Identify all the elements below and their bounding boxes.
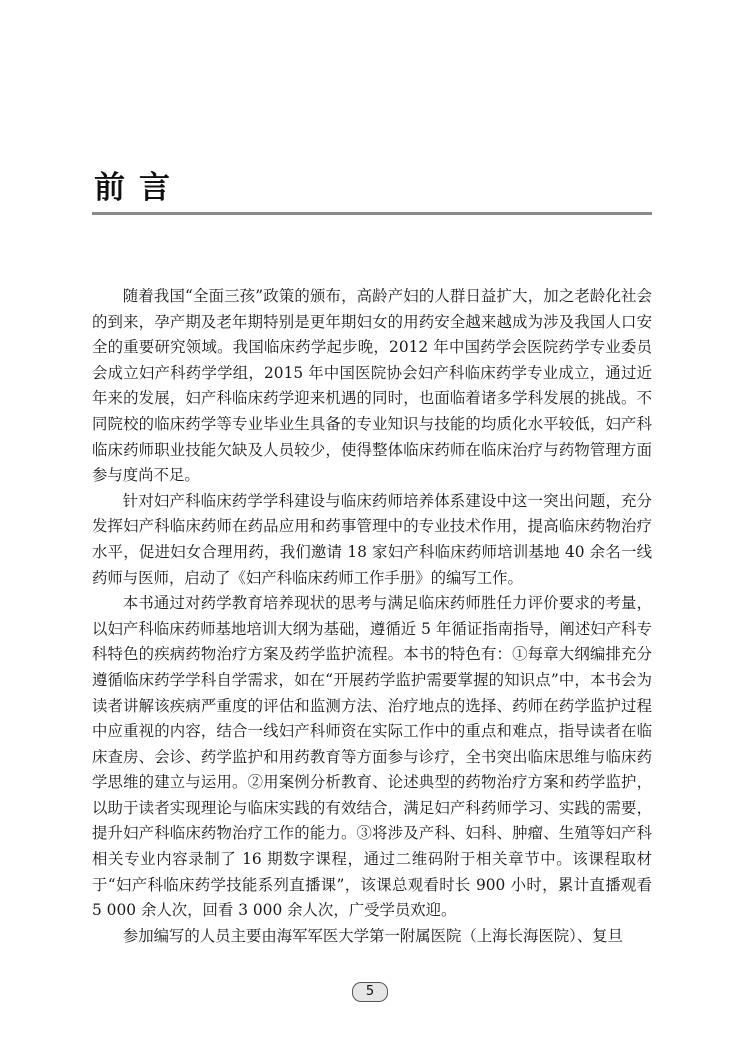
title-underline (92, 212, 652, 215)
paragraph-2: 针对妇产科临床药学学科建设与临床药师培养体系建设中这一突出问题，充分发挥妇产科临床药师在药品应用和药事管理中的专业技术作用，提高临床药物治疗水平，促进妇女合理用药，我们邀请 18 家妇产科临床药师培训基地 40 余名一线药师与医师，启动了《妇产科临床药师工作手册》的编写工作。 (92, 491, 652, 587)
body-text (92, 284, 652, 949)
paragraph-4: 参加编写的人员主要由海军军医大学第一附属医院（上海长海医院）、复旦 (122, 926, 623, 945)
paragraph-1: 随着我国“全面三孩”政策的颁布，高龄产妇的人群日益扩大，加之老龄化社会的到来，孕产期及老年期特别是更年期妇女的用药安全越来越成为涉及我国人口安全的重要研究领域。我国临床药学起步晚，2012 年中国药学会医院药学专业委员会成立妇产科药学学组，2015 年中国医院协会妇产科临床药学专业成立，通过近年来的发展，妇产科临床药学迎来机遇的同时，也面临着诸多学科发展的挑战。不同院校的临床药学等专业毕业生具备的专业知识与技能的均质化水平较低，妇产科临床药师职业技能欠缺及人员较少，使得整体临床药师在临床治疗与药物管理方面参与度尚不足。 (92, 287, 652, 485)
page-title: 前言 (94, 170, 184, 206)
page-number: 5 (352, 982, 388, 1002)
paragraph-3: 本书通过对药学教育培养现状的思考与满足临床药师胜任力评价要求的考量，以妇产科临床药师基地培训大纲为基础，遵循近 5 年循证指南指导，阐述妇产科专科特色的疾病药物治疗方案及药学监护流程。本书的特色有：①每章大纲编排充分遵循临床药学学科自学需求，如在“开展药学监护需要掌握的知识点”中，本书会为读者讲解该疾病严重度的评估和监测方法、治疗地点的选择、药师在药学监护过程中应重视的内容，结合一线妇产科师资在实际工作中的重点和难点，指导读者在临床查房、会诊、药学监护和用药教育等方面参与诊疗，全书突出临床思维与临床药学思维的建立与运用。②用案例分析教育、论述典型的药物治疗方案和药学监护，以助于读者实现理论与临床实践的有效结合，满足妇产科药师学习、实践的需要，提升妇产科临床药物治疗工作的能力。③将涉及产科、妇科、肿瘤、生殖等妇产科相关专业内容录制了 16 期数字课程，通过二维码附于相关章节中。该课程取材于“妇产科临床药学技能系列直播课”，该课总观看时长 900 小时，累计直播观看 5 000 余人次，回看 3 000 余人次，广受学员欢迎。 (92, 594, 652, 920)
